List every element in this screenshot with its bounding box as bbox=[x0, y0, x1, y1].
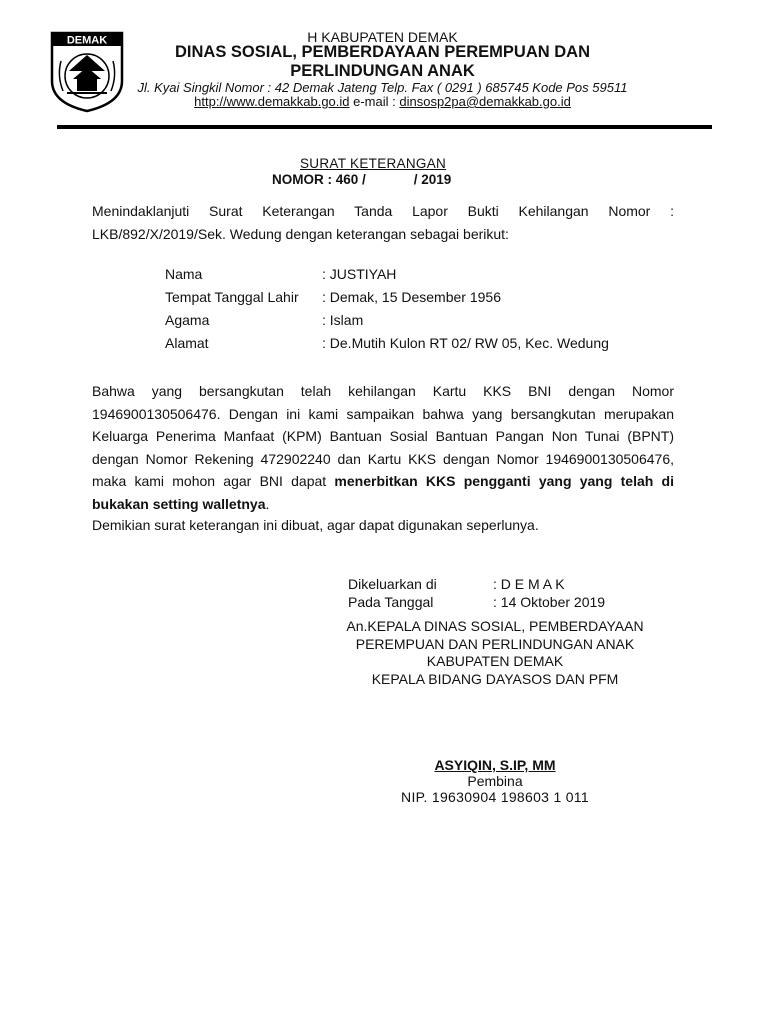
document-number: NOMOR : 460 / / 2019 bbox=[272, 172, 452, 187]
issued-place: Dikeluarkan di : D E M A K bbox=[348, 576, 565, 592]
field-row-religion bbox=[165, 312, 363, 328]
letterhead-contact bbox=[120, 94, 645, 109]
field-label: Alamat bbox=[165, 335, 209, 351]
signatory-name: ASYIQIN, S.IP, MM bbox=[434, 757, 556, 773]
field-value: : Islam bbox=[322, 312, 364, 328]
field-value: : JUSTIYAH bbox=[322, 266, 397, 282]
signatory-rank: Pembina bbox=[467, 773, 523, 789]
closing-paragraph: Demikian surat keterangan ini dibuat, agar dapat digunakan seperlunya. bbox=[92, 517, 539, 533]
field-label: Tempat Tanggal Lahir bbox=[165, 289, 299, 305]
field-value: : Demak, 15 Desember 1956 bbox=[322, 289, 501, 305]
demak-emblem-logo bbox=[49, 31, 125, 113]
field-row-address bbox=[165, 335, 609, 351]
svg-text:DEMAK: DEMAK bbox=[66, 34, 108, 47]
field-row-name bbox=[165, 266, 396, 282]
issued-date: Pada Tanggal : 14 Oktober 2019 bbox=[348, 594, 606, 610]
field-label: Agama bbox=[165, 312, 210, 328]
email-label: e-mail : bbox=[349, 94, 400, 109]
signatory-nip: NIP. 19630904 198603 1 011 bbox=[401, 789, 589, 805]
email-link[interactable]: dinsosp2pa@demakkab.go.id bbox=[399, 94, 571, 109]
letterhead-address: Jl. Kyai Singkil Nomor : 42 Demak Jateng Telp. Fax ( 0291 ) 685745 Kode Pos 59511 bbox=[137, 80, 628, 95]
request-emphasis: menerbitkan KKS pengganti yang yang telah di bukakan setting walletnya bbox=[92, 473, 674, 512]
field-label: Nama bbox=[165, 266, 203, 282]
letterhead-agency-line1: DINAS SOSIAL, PEMBERDAYAAN PEREMPUAN DAN bbox=[174, 43, 590, 61]
letterhead-agency-line2: PERLINDUNGAN ANAK bbox=[290, 62, 475, 80]
letterhead-divider bbox=[57, 125, 712, 129]
field-row-birth bbox=[165, 289, 501, 305]
signatory-position: An.KEPALA DINAS SOSIAL, PEMBERDAYAAN PEREMPUAN DAN PERLINDUNGAN ANAK KABUPATEN DEMAK KEPALA BIDANG DAYASOS DAN PFM bbox=[346, 618, 644, 687]
document-title: SURAT KETERANGAN bbox=[300, 156, 447, 171]
website-link[interactable]: http://www.demakkab.go.id bbox=[194, 94, 350, 109]
field-value: : De.Mutih Kulon RT 02/ RW 05, Kec. Wedung bbox=[322, 335, 609, 351]
intro-paragraph: Menindaklanjuti Surat Keterangan Tanda Lapor Bukti Kehilangan Nomor : LKB/892/X/2019/Sek. Wedung dengan keterangan sebagai berikut: bbox=[92, 203, 674, 242]
statement-paragraph: Bahwa yang bersangkutan telah kehilangan Kartu KKS BNI dengan Nomor 1946900130506476. Dengan ini kami sampaikan bahwa yang bersangkutan merupakan Keluarga Penerima Manfaat (KPM) Bantuan Sosial Bantuan Pangan Non Tunai (BPNT) dengan Nomor Rekening 472902240 dan Kartu KKS dengan Nomor 1946900130506476, maka kami mohon agar BNI dapat menerbitkan KKS pengganti yang yang telah di bukakan setting walletnya. bbox=[92, 383, 674, 512]
letterhead-regency: H KABUPATEN DEMAK bbox=[307, 29, 458, 45]
